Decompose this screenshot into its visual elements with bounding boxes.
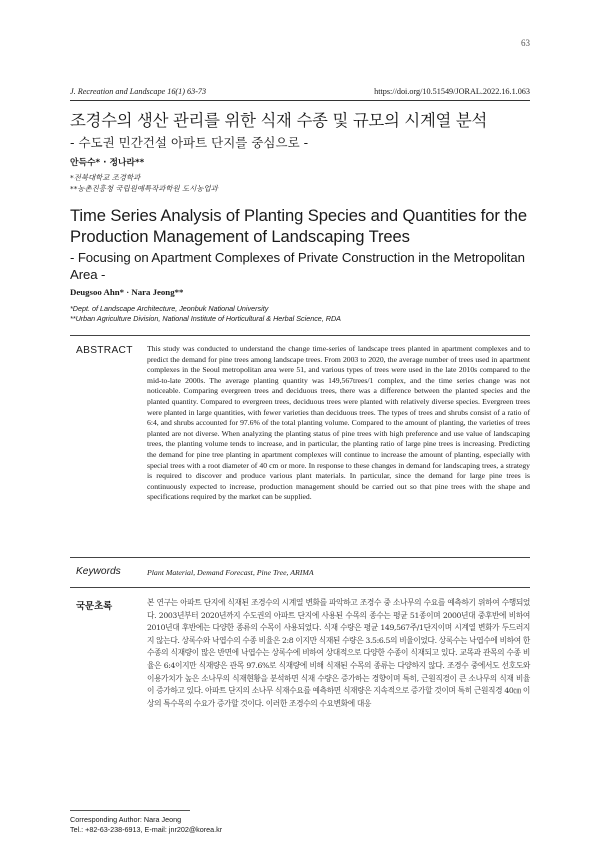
korean-affiliation-2: **농촌진흥청 국립원예특작과학원 도시농업과 <box>70 184 218 193</box>
abstract-top-divider <box>70 335 530 336</box>
doi-link[interactable]: https://doi.org/10.51549/JORAL.2022.16.1.063 <box>374 87 530 96</box>
keywords-top-divider <box>70 557 530 558</box>
korean-title: 조경수의 생산 관리를 위한 식재 수종 및 규모의 시계열 분석 <box>70 111 487 130</box>
keywords-bottom-divider <box>70 587 530 588</box>
abstract-label: ABSTRACT <box>76 345 133 356</box>
korean-abstract-text: 본 연구는 아파트 단지에 식재된 조경수의 시계열 변화를 파악하고 조경수 중 소나무의 수요를 예측하기 위하여 수행되었다. 2003년부터 2020년까지 수도권의 아파트 단지에 사용된 수목의 종수는 평균 51종이며 2000년대 중후반에 비하여 2010년대 후반에는 다양한 종류의 수목이 사용되었다. 식재 수량은 평균 149,567주/1단지이며 시계열 변화가 두드러지지 않는다. 상록수와 낙엽수의 수종 비율은 2:8 이지만 식재된 수량은 3.5:6.5의 비율이었다. 상록수는 낙엽수에 비하여 한 수종의 식재량이 많은 반면에 낙엽수는 상록수에 비하여 상대적으로 다양한 수종이 식재되고 있다. 교목과 관목의 수종 비율은 6:4이지만 식재량은 관목 97.6%로 식재량에 비해 식재된 수목의 종류는 다양하지 않다. 조경수 중에서도 선호도와 이용가치가 높은 소나무의 식재현황을 분석하면 식재 수량은 증가하는 경향이며 특히, 근원직경이 큰 소나무의 식재 비율이 증가하고 있다. 아파트 단지의 소나무 식재수요를 예측하면 식재량은 지속적으로 증가할 것이며 특히 근원직경 40㎝ 이상의 특수목의 수요가 증가할 것이다. 이러한 조경수의 수요변화에 대응 <box>147 598 530 708</box>
korean-affiliation-1: *전북대학교 조경학과 <box>70 173 141 182</box>
corresponding-contact: Tel.: +82-63-238-6913, E-mail: jnr202@korea.kr <box>70 825 223 834</box>
keywords-label: Keywords <box>76 566 121 577</box>
abstract-text: This study was conducted to understand the change time-series of landscape trees planted in apartment complexes and to predict the demand for pine trees among landscape trees. From 2003 to 2020, the average number of trees used in apartment complexes in the Seoul metropolitan area were 51, and various types of trees were used in the late 2010s compared to the mid-to-late 2000s. The average planting quantity was 149,567trees/1 complex, and the time series change was not noticeable. Comparing evergreen trees and deciduous trees, there was a difference between the planted species and the planted quantity. Compared to evergreen trees, deciduous trees were planted with relatively diverse species. Evergreen trees were planted in large quantities, with fewer varieties than deciduous trees. The types of trees and shrubs consist of a ratio of 6:4, and shrubs accounted for 97.6% of the total planting volume. Compared to the amount of planting, the varieties of trees planted are not diverse. When analyzing the planting status of pine trees with high preference and use value of landscaping trees, the planting volume tends to increase, and in particular, the planting ratio of large pine trees is increasing. Predicting the demand for pine tree planting in apartment complexes will continue to increase the amount of planting, especially with special trees with a root diameter of 40 cm or more. In response to these changes in demand for landscaping trees, a strategy is required to discover and produce various plant materials. In particular, since the demand for large pine trees is continuously expected to increase, production management should be carried out so that pine trees with the shape and specifications required by the market can be supplied. <box>147 344 530 502</box>
english-affiliation-2: **Urban Agriculture Division, National Institute of Horticultural & Herbal Science, RDA <box>70 314 341 323</box>
korean-authors: 안득수* · 정나라** <box>70 158 145 168</box>
journal-citation: J. Recreation and Landscape 16(1) 63-73 <box>70 87 207 96</box>
english-title: Time Series Analysis of Planting Species and Quantities for the Production Management of Landscaping Trees <box>70 206 528 246</box>
korean-subtitle: - 수도권 민간건설 아파트 단지를 중심으로 - <box>70 135 309 150</box>
header-divider <box>70 100 530 101</box>
english-affiliation-1: *Dept. of Landscape Architecture, Jeonbuk National University <box>70 304 269 313</box>
english-authors: Deugsoo Ahn* · Nara Jeong** <box>70 287 184 297</box>
korean-abstract-label: 국문초록 <box>76 601 113 612</box>
corresponding-author: Corresponding Author: Nara Jeong <box>70 815 182 824</box>
english-subtitle: - Focusing on Apartment Complexes of Private Construction in the Metropolitan Area - <box>70 250 525 282</box>
footnote-divider <box>70 810 190 811</box>
keywords-text: Plant Material, Demand Forecast, Pine Tree, ARIMA <box>147 568 314 577</box>
page-number: 63 <box>521 38 530 48</box>
